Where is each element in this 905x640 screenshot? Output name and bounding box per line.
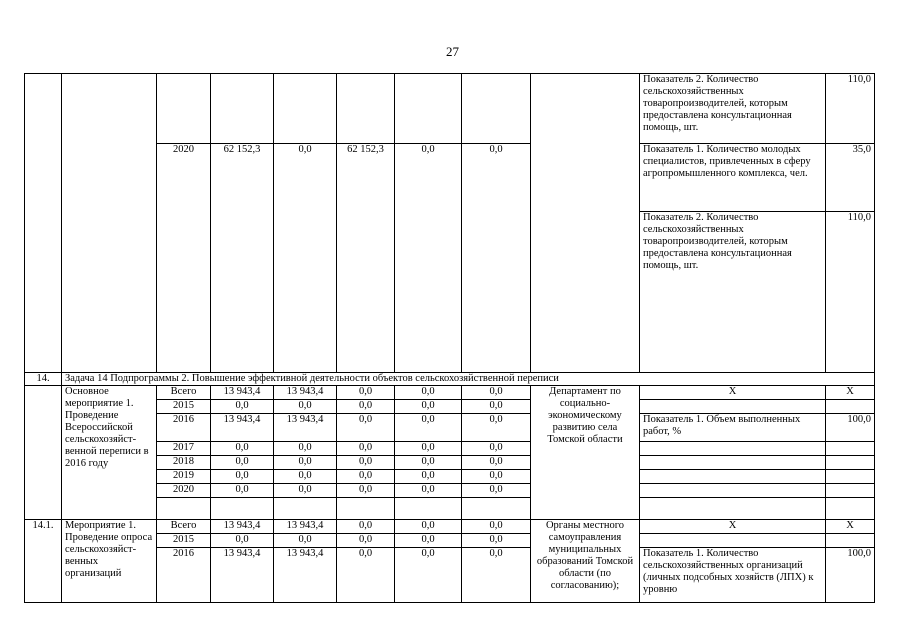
indicator-value: 35,0 (826, 144, 875, 212)
indicator-text: Показатель 1. Количество сельскохозяйственных организаций (личных подсобных хозяйств (ЛПХ) к уровню (640, 548, 826, 603)
table-row: 2017 0,0 0,0 0,0 0,0 0,0 (25, 442, 875, 456)
table-row: 2020 0,0 0,0 0,0 0,0 0,0 (25, 484, 875, 498)
table-row: 14.1. Мероприятие 1. Проведение опроса сельскохозяйст-венных организаций Всего 13 943,4 13 943,4 0,0 0,0 0,0 Органы местного самоуправления муниципальных образований Томской области (по согласованию); X X (25, 520, 875, 534)
table-row (25, 74, 875, 144)
cell-executor (531, 74, 640, 373)
indicator-text: Показатель 2. Количество сельскохозяйственных товаропроизводителей, которым предоставлена консультационная помощь, шт. (640, 74, 826, 144)
indicator-value: 100,0 (826, 548, 875, 603)
indicator-value: 110,0 (826, 212, 875, 373)
cell-num (25, 74, 62, 373)
indicator-value: 100,0 (826, 414, 875, 442)
activity-number: 14.1. (25, 520, 62, 603)
table-row: 2016 13 943,4 13 943,4 0,0 0,0 0,0 Показатель 1. Количество сельскохозяйственных организаций (личных подсобных хозяйств (ЛПХ) к уровню 100,0 (25, 548, 875, 603)
table-row: 2015 0,0 0,0 0,0 0,0 0,0 (25, 400, 875, 414)
task-row (25, 373, 875, 386)
task-title: Задача 14 Подпрограммы 2. Повышение эффективной деятельности объектов сельскохозяйственной переписи (62, 373, 875, 386)
table-row: Основное мероприятие 1. Проведение Всероссийской сельскохозяйст-венной переписи в 2016 году Всего 13 943,4 13 943,4 0,0 0,0 0,0 Департамент по социально-экономическому развитию села Томской области X X (25, 386, 875, 400)
table-row: 2015 0,0 0,0 0,0 0,0 0,0 (25, 534, 875, 548)
cell-name (62, 74, 157, 373)
activity-name: Основное мероприятие 1. Проведение Всероссийской сельскохозяйст-венной переписи в 2016 году (62, 386, 157, 520)
indicator-value: 110,0 (826, 74, 875, 144)
table-row: 2019 0,0 0,0 0,0 0,0 0,0 (25, 470, 875, 484)
activity-name: Мероприятие 1. Проведение опроса сельскохозяйст-венных организаций (62, 520, 157, 603)
table-row: 2020 62 152,3 0,0 62 152,3 0,0 0,0 Показатель 1. Количество молодых специалистов, привлеченных в сферу агропромышленного комплекса, чел. 35,0 (25, 144, 875, 212)
indicator-text: Показатель 1. Объем выполненных работ, % (640, 414, 826, 442)
table-row: 2016 13 943,4 13 943,4 0,0 0,0 0,0 Показатель 1. Объем выполненных работ, % 100,0 (25, 414, 875, 442)
program-table (24, 73, 875, 603)
task-number: 14. (25, 373, 62, 386)
page-number: 27 (446, 44, 459, 59)
table-row: 2018 0,0 0,0 0,0 0,0 0,0 (25, 456, 875, 470)
activity-executor: Органы местного самоуправления муниципальных образований Томской области (по согласованию); (531, 520, 640, 603)
indicator-text: Показатель 2. Количество сельскохозяйственных товаропроизводителей, которым предоставлена консультационная помощь, шт. (640, 212, 826, 373)
activity-executor: Департамент по социально-экономическому развитию села Томской области (531, 386, 640, 520)
indicator-text: Показатель 1. Количество молодых специалистов, привлеченных в сферу агропромышленного комплекса, чел. (640, 144, 826, 212)
